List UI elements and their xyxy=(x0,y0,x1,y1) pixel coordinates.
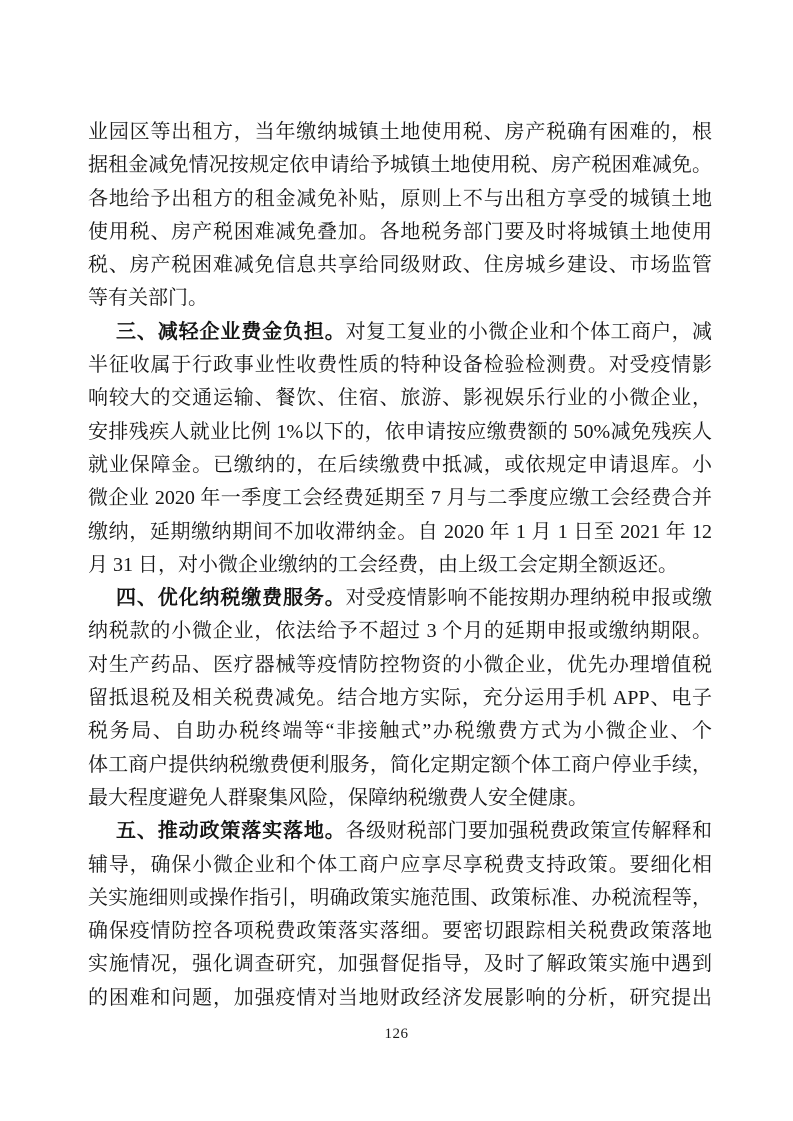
text-line: 响较大的交通运输、餐饮、住宿、旅游、影视娱乐行业的小微企业， xyxy=(88,387,712,410)
text-line: 微企业 2020 年一季度工会经费延期至 7 月与二季度应缴工会经费合并 xyxy=(88,487,712,510)
text-line: 实施情况，强化调查研究，加强督促指导，及时了解政策实施中遇到 xyxy=(88,953,712,976)
section-heading: 四、优化纳税缴费服务。 xyxy=(116,587,346,610)
paragraph-section-4 xyxy=(88,582,712,815)
text-line: 月 31 日，对小微企业缴纳的工会经费，由上级工会定期全额返还。 xyxy=(88,553,678,576)
text-line: 缴纳，延期缴纳期间不加收滞纳金。自 2020 年 1 月 1 日至 2021 年 12 xyxy=(88,520,712,543)
section-heading: 五、推动政策落实落地。 xyxy=(116,820,346,843)
text-line: 关实施细则或操作指引，明确政策实施范围、政策标准、办税流程等， xyxy=(88,886,712,909)
text-line: 的困难和问题，加强疫情对当地财政经济发展影响的分析，研究提出 xyxy=(88,986,712,1009)
section-heading: 三、减轻企业费金负担。 xyxy=(116,320,346,343)
text-line: 确保疫情防控各项税费政策落实落细。要密切跟踪相关税费政策落地 xyxy=(88,920,712,943)
text-line: 税务局、自助办税终端等“非接触式”办税缴费方式为小微企业、个 xyxy=(88,720,712,743)
text-line: 体工商户提供纳税缴费便利服务，简化定期定额个体工商户停业手续， xyxy=(88,753,712,776)
paragraph-section-5 xyxy=(88,815,712,1015)
page-number: 126 xyxy=(384,1026,409,1042)
section-first-line: 三、减轻企业费金负担。对复工复业的小微企业和个体工商户，减 xyxy=(116,320,712,343)
text-line: 辅导，确保小微企业和个体工商户应享尽享税费支持政策。要细化相 xyxy=(88,853,712,876)
paragraph-section-3 xyxy=(88,316,712,582)
text-line: 使用税、房产税困难减免叠加。各地税务部门要及时将城镇土地使用 xyxy=(88,220,712,243)
text-line: 对生产药品、医疗器械等疫情防控物资的小微企业，优先办理增值税 xyxy=(88,653,712,676)
text-line: 各地给予出租方的租金减免补贴，原则上不与出租方享受的城镇土地 xyxy=(88,187,712,210)
text-line: 据租金减免情况按规定依申请给予城镇土地使用税、房产税困难减免。 xyxy=(88,154,712,177)
text-line: 纳税款的小微企业，依法给予不超过 3 个月的延期申报或缴纳期限。 xyxy=(88,620,712,643)
text-line: 业园区等出租方，当年缴纳城镇土地使用税、房产税确有困难的，根 xyxy=(88,121,712,143)
paragraph-continuation-paragraph xyxy=(88,116,712,316)
text-line: 税、房产税困难减免信息共享给同级财政、住房城乡建设、市场监管 xyxy=(88,254,712,277)
text-line: 最大程度避免人群聚集风险，保障纳税缴费人安全健康。 xyxy=(88,786,588,809)
text-line: 等有关部门。 xyxy=(88,287,208,310)
text-line: 留抵退税及相关税费减免。结合地方实际，充分运用手机 APP、电子 xyxy=(88,687,712,710)
document-body xyxy=(88,116,712,1015)
section-first-line: 四、优化纳税缴费服务。对受疫情影响不能按期办理纳税申报或缴 xyxy=(116,587,712,610)
text-line: 就业保障金。已缴纳的，在后续缴费中抵减，或依规定申请退库。小 xyxy=(88,453,712,476)
section-first-line: 五、推动政策落实落地。各级财税部门要加强税费政策宣传解释和 xyxy=(116,820,712,843)
text-line: 半征收属于行政事业性收费性质的特种设备检验检测费。对受疫情影 xyxy=(88,354,712,377)
text-line: 安排残疾人就业比例 1%以下的，依申请按应缴费额的 50%减免残疾人 xyxy=(88,420,712,443)
